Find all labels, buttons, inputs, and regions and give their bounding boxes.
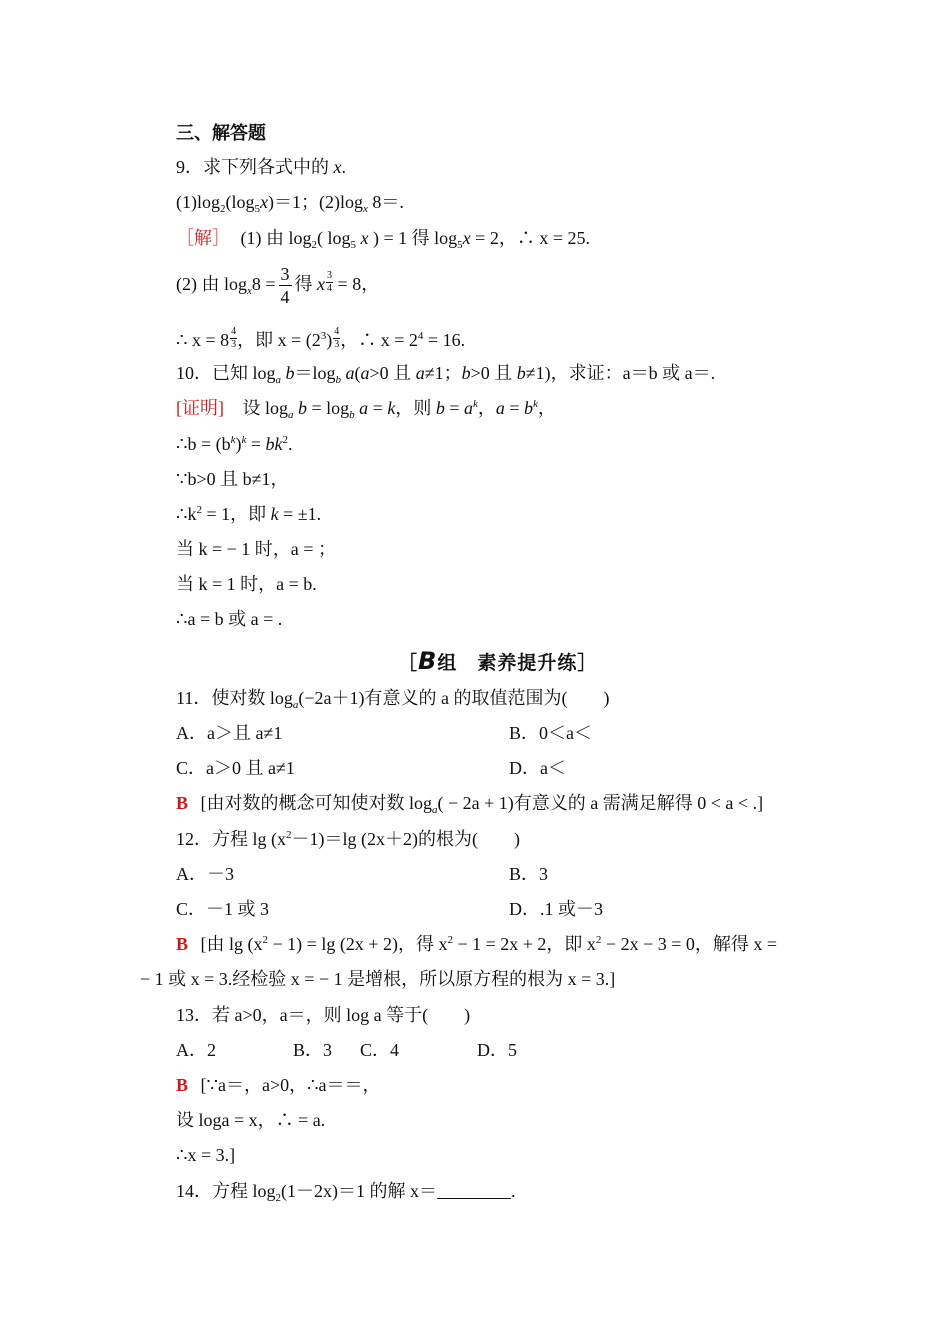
answer-9-line2: (2) 由 $\log_x8$ = $\frac{3}{4}$ 得 x $\frac{3}{4}$ = 8，	[176, 264, 380, 308]
question-14: 14．方程 $\log_2(1-2x)=1$ 的解 x＝ .	[176, 1181, 516, 1204]
section-title: 三、解答题	[176, 123, 266, 143]
answer-12-line2: − 1 或 x = 3.经检验 x = − 1 是增根，所以原方程的根为 x = 3.]	[140, 969, 616, 989]
option-13-b: B．3	[293, 1040, 333, 1060]
proof-10-line5: 当 k = − 1 时，a = ；	[176, 539, 336, 559]
option-11-a: A．a＞且 a≠1	[176, 723, 283, 743]
proof-10-line3: ∵b>0 且 b≠1，	[176, 469, 289, 489]
option-13-d: D．5	[477, 1040, 517, 1060]
answer-9-line1: ［解］ (1) 由 $\log_2$( $\log_5 x$ ) = 1 得 $\log_5x = 2$，∴ x = 25.	[176, 228, 590, 251]
fraction: $\frac{3}{4}$	[280, 264, 290, 308]
answer-13-line3: ∴x = 3.]	[176, 1145, 236, 1165]
answer-12-line1: B [由 $\lg (x^2 - 1) = \lg (2x + 2)$，得 $x^2 - 1 = 2x + 2$，即 $x^2 - 2x - 3 = 0$，解得 x =	[176, 934, 778, 954]
proof-10-line2: ∴b = $(b^k)^k = bk^2$.	[176, 434, 293, 454]
option-13-c: C．4	[360, 1040, 400, 1060]
proof-10-line6: 当 k = 1 时，a = b.	[176, 574, 317, 594]
option-11-c: C．a＞0 且 a≠1	[176, 758, 295, 778]
group-b-header: ［B组 素养提升练］	[398, 647, 598, 675]
answer-tag: ［解］	[176, 228, 230, 248]
question-12: 12．方程 $\lg (x^2-1)=\lg$ (2x＋2)的根为( )	[176, 829, 520, 849]
option-13-a: A．2	[176, 1040, 216, 1060]
option-12-b: B．3	[509, 864, 549, 884]
answer-letter: B	[176, 934, 189, 954]
question-9: 9．求下列各式中的 x.	[176, 157, 346, 177]
answer-9-line3: ∴ x = 8 $\frac{4}{3}$ ，即 $x = (2^3)$ $\frac{4}{3}$ ，∴ $x = 2^4 = 16$.	[176, 326, 466, 350]
proof-10-line7: ∴a = b 或 a = .	[176, 609, 283, 629]
question-9-parts: $(1)\log_2(\log_5x)=1$；$(2)\log_x$ 8＝.	[176, 192, 404, 215]
option-11-b: B．0＜a＜	[509, 723, 592, 743]
answer-13-line1: B [∵a＝，a>0，∴a＝＝，	[176, 1075, 381, 1095]
answer-letter: B	[176, 1075, 189, 1095]
answer-blank[interactable]	[437, 1182, 511, 1199]
option-12-a: A．－3	[176, 864, 234, 884]
answer-13-line2: 设 loga = x，∴ = a.	[176, 1110, 326, 1130]
question-11: 11．使对数 $\log_a(-2a+1)$有意义的 a 的取值范围为( )	[176, 688, 610, 711]
proof-10-line4: $\therefore k^2 = 1$，即 k = ±1.	[176, 504, 322, 524]
option-11-d: D．a＜	[509, 758, 566, 778]
option-12-d: D．.1 或－3	[509, 899, 603, 919]
proof-tag: [证明]	[176, 398, 224, 418]
question-13: 13．若 a>0，a＝，则 log a 等于( )	[176, 1005, 471, 1025]
answer-11: B [由对数的概念可知使对数 $\log_a( - 2a + 1)$有意义的 a 需满足解得 0 < a < .]	[176, 793, 764, 816]
answer-letter: B	[176, 793, 189, 813]
proof-10-line1: [证明] 设 $\log_a b = \log_b a = k$，则 $b = a^k$，$a = b^k$，	[176, 398, 556, 421]
question-10: 10．已知 $\log_a b=\log_b$ a(a>0 且 a≠1；b>0 且 b≠1)，求证：a＝b 或 a＝.	[176, 363, 716, 386]
option-12-c: C．－1 或 3	[176, 899, 270, 919]
